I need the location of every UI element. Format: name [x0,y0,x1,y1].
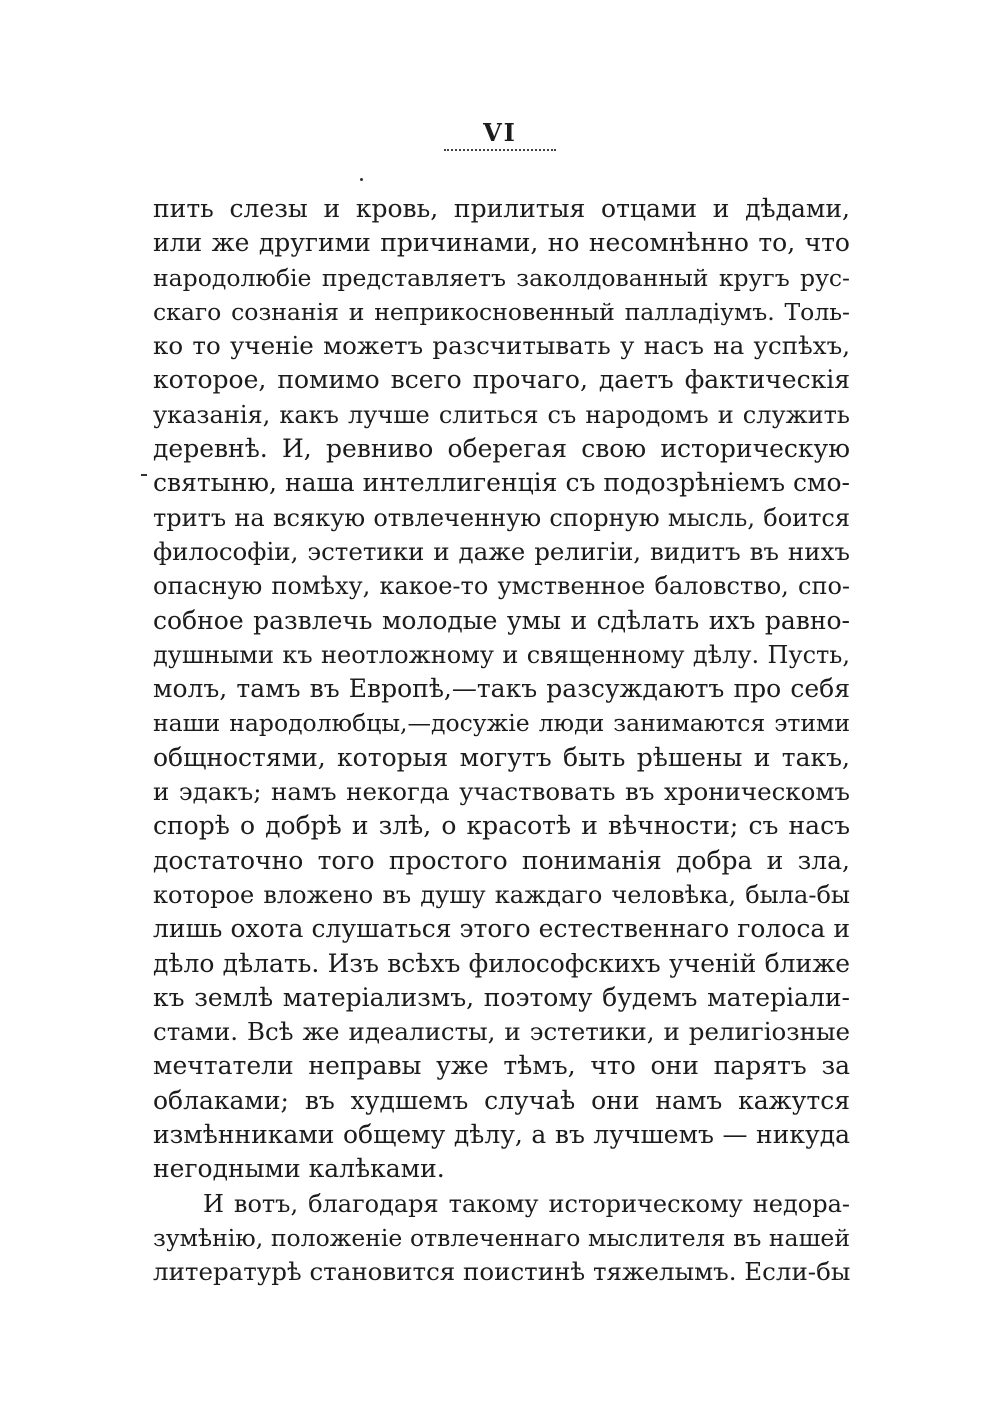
paragraph-end-line: негодными калѣками. [153,1154,445,1184]
text-line: зумѣнію, положеніе отвлеченнаго мыслителя въ нашей [153,1223,850,1252]
body-text [153,192,850,1290]
text-line: къ землѣ матеріализмъ, поэтому будемъ матеріали- [153,982,850,1012]
text-line: философіи, эстетики и даже религіи, видитъ въ нихъ [153,536,850,566]
text-line: общностями, которыя могутъ быть рѣшены и такъ, [153,742,850,772]
margin-mark [141,474,147,476]
text-line: и эдакъ; намъ некогда участвовать въ хроническомъ [153,777,850,807]
text-line: ко то ученіе можетъ разсчитывать у насъ на успѣхъ, [153,331,850,361]
text-line: измѣнниками общему дѣлу, а въ лучшемъ — никуда [153,1120,850,1150]
text-line: святыню, наша интеллигенція съ подозрѣніемъ смо- [153,468,850,498]
paragraph-start-line: И вотъ, благодаря такому историческому недора- [203,1189,850,1218]
text-line: собное развлечь молодые умы и сдѣлать ихъ равно- [153,605,850,635]
text-line: деревнѣ. И, ревниво оберегая свою историческую [153,434,850,464]
text-line: народолюбіе представляетъ заколдованный кругъ рус- [153,263,850,292]
text-line: душными къ неотложному и священному дѣлу. Пусть, [153,640,850,669]
text-line: скаго сознанія и неприкосновенный палладіумъ. Толь- [153,297,850,326]
text-line: облаками; въ худшемъ случаѣ они намъ кажутся [153,1085,850,1115]
text-line: спорѣ о добрѣ и злѣ, о красотѣ и вѣчности; съ насъ [153,811,850,841]
text-line: стами. Всѣ же идеалисты, и эстетики, и религіозные [153,1017,850,1047]
page-number: VI [483,118,517,147]
text-line: опасную помѣху, какое-то умственное баловство, спо- [153,572,850,601]
text-line: мечтатели неправы уже тѣмъ, что они парятъ за [153,1051,850,1081]
text-line: литературѣ становится поистинѣ тяжелымъ. Если-бы [153,1257,850,1287]
text-line: пить слезы и кровь, прилитыя отцами и дѣдами, [153,194,850,223]
folio-dotted-rule [444,149,556,151]
text-line: тритъ на всякую отвлеченную спорную мысль, боится [153,503,850,532]
text-line: достаточно того простого пониманія добра и зла, [153,845,850,875]
text-line: или же другими причинами, но несомнѣнно то, что [153,228,850,258]
text-line: наши народолюбцы,—досужіе люди занимаются этими [153,709,850,738]
text-line: лишь охота слушаться этого естественнаго голоса и [153,914,850,944]
text-line: молъ, тамъ въ Европѣ,—такъ разсуждаютъ про себя [153,674,850,704]
text-line: дѣло дѣлать. Изъ всѣхъ философскихъ ученій ближе [153,948,850,978]
print-speck [360,178,363,181]
text-line: указанія, какъ лучше слиться съ народомъ и служить [153,400,850,429]
text-line: которое, помимо всего прочаго, даетъ фактическія [153,365,850,395]
text-line: которое вложено въ душу каждаго человѣка, была-бы [153,880,850,909]
